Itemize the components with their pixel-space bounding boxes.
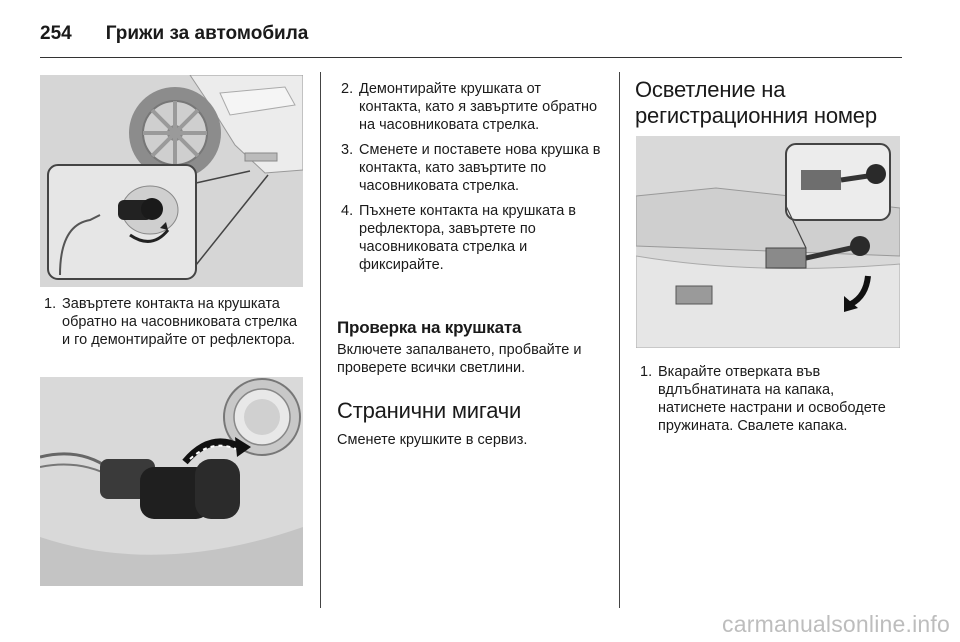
watermark: carmanualsonline.info	[722, 611, 950, 637]
list-item	[40, 295, 305, 349]
step-text: Завъртете контакта на крушката обратно на часовниковата стрелка и го демонтирайте от рефлектора.	[62, 296, 298, 348]
side-indicators-text: Сменете крушките в сервиз.	[337, 432, 528, 448]
column-divider-right	[619, 72, 620, 608]
list-item	[636, 363, 906, 435]
step-number: 4.	[341, 203, 354, 219]
step-text: Сменете и поставете нова крушка в контакта, като завъртите по часовниковата стрелка.	[359, 142, 601, 194]
middle-steps-list	[337, 80, 605, 281]
step-number: 1.	[640, 364, 653, 380]
step-text: Вкарайте отверката във вдлъбнатината на капака, натиснете настрани и освободете пружината. Свалете капака.	[658, 364, 886, 434]
column-divider-left	[320, 72, 321, 608]
check-bulb-heading: Проверка на крушката	[337, 318, 522, 337]
section-title: Грижи за автомобила	[105, 23, 309, 44]
right-steps-list	[636, 363, 906, 442]
step-number: 3.	[341, 142, 354, 158]
step-text: Пъхнете контакта на крушката в рефлектора, завъртете по часовниковата стрелка и фиксирайте.	[359, 203, 577, 273]
header-divider	[40, 57, 902, 58]
step-number: 1.	[44, 296, 57, 312]
page-header	[40, 14, 308, 54]
license-plate-light-illustration	[636, 136, 900, 348]
left-steps-list	[40, 295, 305, 356]
step-number: 2.	[341, 81, 354, 97]
page-number: 254	[40, 23, 72, 44]
rear-light-socket-illustration	[40, 75, 303, 287]
list-item	[337, 80, 605, 134]
list-item	[337, 202, 605, 274]
side-indicators-heading: Странични мигачи	[337, 398, 522, 423]
check-bulb-text: Включете запалването, пробвайте и проверете всички светлини.	[337, 342, 582, 376]
list-item	[337, 141, 605, 195]
step-text: Демонтирайте крушката от контакта, като я завъртите обратно на часовниковата стрелка.	[359, 81, 598, 133]
bulb-socket-closeup-illustration	[40, 377, 303, 586]
license-plate-heading: Осветление на регистрационния номер	[635, 77, 877, 128]
